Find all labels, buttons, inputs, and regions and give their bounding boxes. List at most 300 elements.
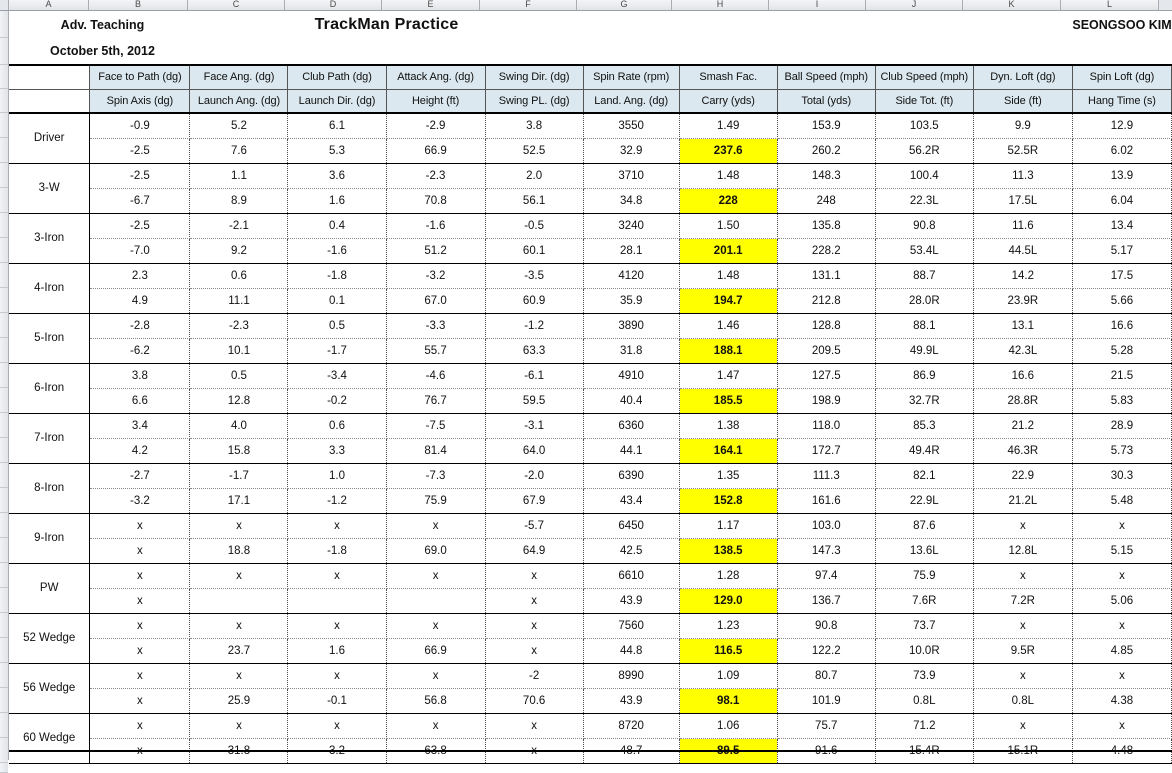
cell-3-iron-bottom-1[interactable]: 9.2 (190, 238, 288, 263)
cell-9-iron-bottom-5[interactable]: 42.5 (583, 538, 679, 563)
cell-driver-top-3[interactable]: -2.9 (386, 113, 485, 138)
cell-5-iron-bottom-5[interactable]: 31.8 (583, 338, 679, 363)
cell-60-wedge-bottom-3[interactable]: 63.8 (386, 738, 485, 763)
cell-driver-bottom-9[interactable]: 52.5R (973, 138, 1072, 163)
cell-8-iron-top-6[interactable]: 1.35 (679, 463, 777, 488)
column-header-h[interactable]: H (672, 0, 769, 11)
row-number-24[interactable] (0, 588, 8, 613)
column-header-d[interactable]: D (285, 0, 382, 11)
carry-highlight-56-wedge[interactable]: 98.1 (679, 688, 777, 713)
cell-5-iron-top-1[interactable]: -2.3 (190, 313, 288, 338)
cell-6-iron-top-5[interactable]: 4910 (583, 363, 679, 388)
cell-3-w-top-6[interactable]: 1.48 (679, 163, 777, 188)
cell-60-wedge-bottom-10[interactable]: 4.48 (1072, 738, 1171, 763)
cell-pw-bottom-8[interactable]: 7.6R (875, 588, 973, 613)
cell-56-wedge-bottom-7[interactable]: 101.9 (777, 688, 875, 713)
carry-highlight-6-iron[interactable]: 185.5 (679, 388, 777, 413)
cell-3-iron-bottom-0[interactable]: -7.0 (90, 238, 190, 263)
cell-pw-bottom-4[interactable]: x (485, 588, 583, 613)
cell-3-iron-top-0[interactable]: -2.5 (90, 213, 190, 238)
column-header-f[interactable]: F (480, 0, 577, 11)
cell-driver-top-5[interactable]: 3550 (583, 113, 679, 138)
cell-56-wedge-top-9[interactable]: x (973, 663, 1072, 688)
cell-56-wedge-bottom-10[interactable]: 4.38 (1072, 688, 1171, 713)
cell-9-iron-top-0[interactable]: x (90, 513, 190, 538)
cell-56-wedge-top-0[interactable]: x (90, 663, 190, 688)
column-header-j[interactable]: J (866, 0, 963, 11)
cell-pw-top-8[interactable]: 75.9 (875, 563, 973, 588)
cell-60-wedge-top-4[interactable]: x (485, 713, 583, 738)
cell-56-wedge-top-5[interactable]: 8990 (583, 663, 679, 688)
cell-52-wedge-top-7[interactable]: 90.8 (777, 613, 875, 638)
cell-7-iron-top-10[interactable]: 28.9 (1072, 413, 1171, 438)
cell-3-iron-top-7[interactable]: 135.8 (777, 213, 875, 238)
row-number-10[interactable] (0, 238, 8, 263)
cell-8-iron-top-8[interactable]: 82.1 (875, 463, 973, 488)
row-number-18[interactable] (0, 438, 8, 463)
column-header-b[interactable]: B (89, 0, 188, 11)
cell-3-iron-top-4[interactable]: -0.5 (485, 213, 583, 238)
cell-7-iron-bottom-2[interactable]: 3.3 (288, 438, 386, 463)
cell-5-iron-top-7[interactable]: 128.8 (777, 313, 875, 338)
cell-6-iron-top-4[interactable]: -6.1 (485, 363, 583, 388)
cell-60-wedge-top-8[interactable]: 71.2 (875, 713, 973, 738)
cell-pw-top-7[interactable]: 97.4 (777, 563, 875, 588)
carry-highlight-8-iron[interactable]: 152.8 (679, 488, 777, 513)
cell-3-iron-top-2[interactable]: 0.4 (288, 213, 386, 238)
cell-60-wedge-bottom-0[interactable]: x (90, 738, 190, 763)
row-number-9[interactable] (0, 213, 8, 238)
cell-3-w-bottom-1[interactable]: 8.9 (190, 188, 288, 213)
cell-8-iron-top-10[interactable]: 30.3 (1072, 463, 1171, 488)
carry-highlight-5-iron[interactable]: 188.1 (679, 338, 777, 363)
cell-driver-bottom-2[interactable]: 5.3 (288, 138, 386, 163)
title2-spacer-4[interactable] (485, 38, 583, 65)
cell-60-wedge-top-3[interactable]: x (386, 713, 485, 738)
cell-60-wedge-bottom-7[interactable]: 91.6 (777, 738, 875, 763)
cell-4-iron-bottom-1[interactable]: 11.1 (190, 288, 288, 313)
cell-3-iron-bottom-7[interactable]: 228.2 (777, 238, 875, 263)
cell-6-iron-top-7[interactable]: 127.5 (777, 363, 875, 388)
cell-7-iron-bottom-1[interactable]: 15.8 (190, 438, 288, 463)
cell-60-wedge-top-1[interactable]: x (190, 713, 288, 738)
cell-3-iron-top-8[interactable]: 90.8 (875, 213, 973, 238)
title2-spacer-9[interactable] (973, 38, 1072, 65)
row-number-23[interactable] (0, 563, 8, 588)
cell-9-iron-bottom-8[interactable]: 13.6L (875, 538, 973, 563)
cell-6-iron-bottom-0[interactable]: 6.6 (90, 388, 190, 413)
cell-8-iron-bottom-3[interactable]: 75.9 (386, 488, 485, 513)
cell-3-w-top-0[interactable]: -2.5 (90, 163, 190, 188)
cell-7-iron-bottom-8[interactable]: 49.4R (875, 438, 973, 463)
cell-52-wedge-top-8[interactable]: 73.7 (875, 613, 973, 638)
cell-3-w-bottom-5[interactable]: 34.8 (583, 188, 679, 213)
cell-52-wedge-top-1[interactable]: x (190, 613, 288, 638)
column-header-i[interactable]: I (769, 0, 866, 11)
row-number-21[interactable] (0, 513, 8, 538)
cell-8-iron-bottom-9[interactable]: 21.2L (973, 488, 1072, 513)
cell-9-iron-bottom-3[interactable]: 69.0 (386, 538, 485, 563)
row-number-31[interactable] (0, 763, 8, 773)
cell-60-wedge-top-5[interactable]: 8720 (583, 713, 679, 738)
cell-56-wedge-bottom-0[interactable]: x (90, 688, 190, 713)
cell-9-iron-bottom-7[interactable]: 147.3 (777, 538, 875, 563)
cell-pw-bottom-2[interactable] (288, 588, 386, 613)
cell-8-iron-bottom-1[interactable]: 17.1 (190, 488, 288, 513)
title2-spacer-10[interactable] (1072, 38, 1171, 65)
cell-pw-bottom-3[interactable] (386, 588, 485, 613)
title2-spacer-3[interactable] (386, 38, 485, 65)
cell-3-w-top-4[interactable]: 2.0 (485, 163, 583, 188)
cell-3-w-top-2[interactable]: 3.6 (288, 163, 386, 188)
column-header-a[interactable]: A (9, 0, 89, 11)
cell-56-wedge-bottom-8[interactable]: 0.8L (875, 688, 973, 713)
cell-9-iron-top-2[interactable]: x (288, 513, 386, 538)
row-number-16[interactable] (0, 388, 8, 413)
cell-4-iron-top-5[interactable]: 4120 (583, 263, 679, 288)
cell-52-wedge-bottom-10[interactable]: 4.85 (1072, 638, 1171, 663)
cell-8-iron-top-2[interactable]: 1.0 (288, 463, 386, 488)
row-number-25[interactable] (0, 613, 8, 638)
row-number-gutter[interactable] (0, 11, 9, 760)
row-number-26[interactable] (0, 638, 8, 663)
cell-6-iron-bottom-7[interactable]: 198.9 (777, 388, 875, 413)
cell-7-iron-top-6[interactable]: 1.38 (679, 413, 777, 438)
cell-5-iron-top-10[interactable]: 16.6 (1072, 313, 1171, 338)
cell-pw-top-4[interactable]: x (485, 563, 583, 588)
cell-8-iron-top-5[interactable]: 6390 (583, 463, 679, 488)
cell-5-iron-bottom-1[interactable]: 10.1 (190, 338, 288, 363)
row-number-30[interactable] (0, 738, 8, 763)
cell-7-iron-bottom-3[interactable]: 81.4 (386, 438, 485, 463)
cell-3-iron-bottom-2[interactable]: -1.6 (288, 238, 386, 263)
cell-9-iron-top-8[interactable]: 87.6 (875, 513, 973, 538)
cell-60-wedge-top-2[interactable]: x (288, 713, 386, 738)
cell-driver-top-6[interactable]: 1.49 (679, 113, 777, 138)
cell-pw-top-9[interactable]: x (973, 563, 1072, 588)
title2-spacer-7[interactable] (777, 38, 875, 65)
cell-4-iron-top-2[interactable]: -1.8 (288, 263, 386, 288)
cell-60-wedge-bottom-8[interactable]: 15.4R (875, 738, 973, 763)
row-number-5[interactable] (0, 113, 8, 138)
cell-52-wedge-bottom-5[interactable]: 44.8 (583, 638, 679, 663)
cell-7-iron-top-1[interactable]: 4.0 (190, 413, 288, 438)
cell-5-iron-bottom-10[interactable]: 5.28 (1072, 338, 1171, 363)
cell-60-wedge-top-6[interactable]: 1.06 (679, 713, 777, 738)
cell-driver-top-7[interactable]: 153.9 (777, 113, 875, 138)
column-header-e[interactable]: E (382, 0, 480, 11)
row-number-17[interactable] (0, 413, 8, 438)
cell-60-wedge-top-7[interactable]: 75.7 (777, 713, 875, 738)
cell-6-iron-bottom-10[interactable]: 5.83 (1072, 388, 1171, 413)
cell-driver-top-9[interactable]: 9.9 (973, 113, 1072, 138)
cell-3-w-bottom-2[interactable]: 1.6 (288, 188, 386, 213)
title-spacer-5[interactable] (777, 11, 875, 38)
cell-56-wedge-top-2[interactable]: x (288, 663, 386, 688)
cell-7-iron-top-0[interactable]: 3.4 (90, 413, 190, 438)
title2-spacer-2[interactable] (288, 38, 386, 65)
cell-52-wedge-bottom-3[interactable]: 66.9 (386, 638, 485, 663)
cell-52-wedge-bottom-8[interactable]: 10.0R (875, 638, 973, 663)
row-number-12[interactable] (0, 288, 8, 313)
row-number-19[interactable] (0, 463, 8, 488)
cell-6-iron-top-0[interactable]: 3.8 (90, 363, 190, 388)
cell-52-wedge-top-3[interactable]: x (386, 613, 485, 638)
cell-56-wedge-bottom-3[interactable]: 56.8 (386, 688, 485, 713)
cell-8-iron-top-0[interactable]: -2.7 (90, 463, 190, 488)
cell-7-iron-top-3[interactable]: -7.5 (386, 413, 485, 438)
row-number-14[interactable] (0, 338, 8, 363)
cell-60-wedge-bottom-1[interactable]: 31.8 (190, 738, 288, 763)
cell-4-iron-top-0[interactable]: 2.3 (90, 263, 190, 288)
cell-driver-bottom-5[interactable]: 32.9 (583, 138, 679, 163)
title2-spacer-5[interactable] (583, 38, 679, 65)
cell-6-iron-top-9[interactable]: 16.6 (973, 363, 1072, 388)
cell-3-iron-bottom-10[interactable]: 5.17 (1072, 238, 1171, 263)
cell-4-iron-bottom-2[interactable]: 0.1 (288, 288, 386, 313)
cell-8-iron-top-1[interactable]: -1.7 (190, 463, 288, 488)
cell-60-wedge-top-10[interactable]: x (1072, 713, 1171, 738)
cell-4-iron-bottom-5[interactable]: 35.9 (583, 288, 679, 313)
cell-60-wedge-top-9[interactable]: x (973, 713, 1072, 738)
cell-9-iron-top-1[interactable]: x (190, 513, 288, 538)
cell-6-iron-top-1[interactable]: 0.5 (190, 363, 288, 388)
row-number-11[interactable] (0, 263, 8, 288)
cell-5-iron-bottom-3[interactable]: 55.7 (386, 338, 485, 363)
cell-5-iron-top-2[interactable]: 0.5 (288, 313, 386, 338)
cell-4-iron-bottom-9[interactable]: 23.9R (973, 288, 1072, 313)
cell-7-iron-top-2[interactable]: 0.6 (288, 413, 386, 438)
cell-3-iron-bottom-4[interactable]: 60.1 (485, 238, 583, 263)
cell-3-w-top-10[interactable]: 13.9 (1072, 163, 1171, 188)
cell-56-wedge-top-1[interactable]: x (190, 663, 288, 688)
cell-5-iron-top-9[interactable]: 13.1 (973, 313, 1072, 338)
cell-5-iron-top-6[interactable]: 1.46 (679, 313, 777, 338)
cell-52-wedge-top-6[interactable]: 1.23 (679, 613, 777, 638)
cell-52-wedge-bottom-0[interactable]: x (90, 638, 190, 663)
cell-6-iron-bottom-9[interactable]: 28.8R (973, 388, 1072, 413)
cell-4-iron-bottom-4[interactable]: 60.9 (485, 288, 583, 313)
cell-3-w-top-8[interactable]: 100.4 (875, 163, 973, 188)
cell-5-iron-bottom-4[interactable]: 63.3 (485, 338, 583, 363)
cell-56-wedge-top-4[interactable]: -2 (485, 663, 583, 688)
cell-4-iron-top-3[interactable]: -3.2 (386, 263, 485, 288)
cell-pw-top-0[interactable]: x (90, 563, 190, 588)
cell-7-iron-bottom-4[interactable]: 64.0 (485, 438, 583, 463)
cell-7-iron-bottom-10[interactable]: 5.73 (1072, 438, 1171, 463)
column-header-g[interactable]: G (577, 0, 672, 11)
carry-highlight-3-w[interactable]: 228 (679, 188, 777, 213)
title-spacer-3[interactable] (583, 11, 679, 38)
cell-pw-bottom-10[interactable]: 5.06 (1072, 588, 1171, 613)
cell-3-w-top-9[interactable]: 11.3 (973, 163, 1072, 188)
cell-pw-bottom-9[interactable]: 7.2R (973, 588, 1072, 613)
cell-7-iron-bottom-9[interactable]: 46.3R (973, 438, 1072, 463)
cell-4-iron-top-8[interactable]: 88.7 (875, 263, 973, 288)
cell-60-wedge-bottom-5[interactable]: 48.7 (583, 738, 679, 763)
title2-spacer-8[interactable] (875, 38, 973, 65)
cell-9-iron-top-9[interactable]: x (973, 513, 1072, 538)
cell-pw-bottom-7[interactable]: 136.7 (777, 588, 875, 613)
cell-9-iron-top-3[interactable]: x (386, 513, 485, 538)
row-number-22[interactable] (0, 538, 8, 563)
cell-6-iron-bottom-5[interactable]: 40.4 (583, 388, 679, 413)
cell-52-wedge-bottom-2[interactable]: 1.6 (288, 638, 386, 663)
cell-56-wedge-bottom-9[interactable]: 0.8L (973, 688, 1072, 713)
cell-5-iron-bottom-8[interactable]: 49.9L (875, 338, 973, 363)
cell-driver-top-2[interactable]: 6.1 (288, 113, 386, 138)
cell-6-iron-top-8[interactable]: 86.9 (875, 363, 973, 388)
cell-4-iron-top-9[interactable]: 14.2 (973, 263, 1072, 288)
cell-driver-bottom-8[interactable]: 56.2R (875, 138, 973, 163)
cell-driver-top-0[interactable]: -0.9 (90, 113, 190, 138)
column-header-l[interactable]: L (1061, 0, 1159, 11)
cell-pw-top-1[interactable]: x (190, 563, 288, 588)
cell-3-iron-bottom-8[interactable]: 53.4L (875, 238, 973, 263)
row-number-20[interactable] (0, 488, 8, 513)
cell-9-iron-bottom-10[interactable]: 5.15 (1072, 538, 1171, 563)
cell-pw-bottom-1[interactable] (190, 588, 288, 613)
cell-driver-bottom-0[interactable]: -2.5 (90, 138, 190, 163)
cell-pw-bottom-0[interactable]: x (90, 588, 190, 613)
title-spacer-4[interactable] (679, 11, 777, 38)
row-number-29[interactable] (0, 713, 8, 738)
cell-3-w-top-7[interactable]: 148.3 (777, 163, 875, 188)
cell-7-iron-top-4[interactable]: -3.1 (485, 413, 583, 438)
cell-pw-top-5[interactable]: 6610 (583, 563, 679, 588)
cell-6-iron-top-2[interactable]: -3.4 (288, 363, 386, 388)
cell-4-iron-bottom-0[interactable]: 4.9 (90, 288, 190, 313)
cell-52-wedge-bottom-9[interactable]: 9.5R (973, 638, 1072, 663)
cell-3-w-bottom-7[interactable]: 248 (777, 188, 875, 213)
cell-5-iron-top-8[interactable]: 88.1 (875, 313, 973, 338)
cell-60-wedge-bottom-9[interactable]: 15.1R (973, 738, 1072, 763)
cell-5-iron-bottom-2[interactable]: -1.7 (288, 338, 386, 363)
cell-9-iron-bottom-1[interactable]: 18.8 (190, 538, 288, 563)
cell-5-iron-bottom-9[interactable]: 42.3L (973, 338, 1072, 363)
cell-4-iron-bottom-8[interactable]: 28.0R (875, 288, 973, 313)
cell-52-wedge-bottom-1[interactable]: 23.7 (190, 638, 288, 663)
cell-4-iron-top-10[interactable]: 17.5 (1072, 263, 1171, 288)
cell-8-iron-top-4[interactable]: -2.0 (485, 463, 583, 488)
carry-highlight-pw[interactable]: 129.0 (679, 588, 777, 613)
cell-56-wedge-top-6[interactable]: 1.09 (679, 663, 777, 688)
cell-56-wedge-top-10[interactable]: x (1072, 663, 1171, 688)
cell-6-iron-top-6[interactable]: 1.47 (679, 363, 777, 388)
cell-9-iron-top-10[interactable]: x (1072, 513, 1171, 538)
carry-highlight-driver[interactable]: 237.6 (679, 138, 777, 163)
cell-4-iron-bottom-3[interactable]: 67.0 (386, 288, 485, 313)
cell-3-w-bottom-9[interactable]: 17.5L (973, 188, 1072, 213)
title2-spacer-1[interactable] (190, 38, 288, 65)
cell-8-iron-top-3[interactable]: -7.3 (386, 463, 485, 488)
cell-8-iron-bottom-4[interactable]: 67.9 (485, 488, 583, 513)
cell-52-wedge-bottom-7[interactable]: 122.2 (777, 638, 875, 663)
cell-9-iron-bottom-9[interactable]: 12.8L (973, 538, 1072, 563)
cell-9-iron-top-6[interactable]: 1.17 (679, 513, 777, 538)
row-number-15[interactable] (0, 363, 8, 388)
cell-7-iron-top-5[interactable]: 6360 (583, 413, 679, 438)
cell-56-wedge-top-8[interactable]: 73.9 (875, 663, 973, 688)
cell-7-iron-bottom-5[interactable]: 44.1 (583, 438, 679, 463)
cell-4-iron-bottom-7[interactable]: 212.8 (777, 288, 875, 313)
column-header-c[interactable]: C (188, 0, 285, 11)
cell-8-iron-bottom-10[interactable]: 5.48 (1072, 488, 1171, 513)
cell-3-w-top-1[interactable]: 1.1 (190, 163, 288, 188)
cell-9-iron-top-5[interactable]: 6450 (583, 513, 679, 538)
cell-pw-bottom-5[interactable]: 43.9 (583, 588, 679, 613)
cell-driver-top-4[interactable]: 3.8 (485, 113, 583, 138)
title-spacer-7[interactable] (973, 11, 1072, 38)
cell-9-iron-bottom-4[interactable]: 64.9 (485, 538, 583, 563)
title-spacer-6[interactable] (875, 11, 973, 38)
cell-driver-bottom-10[interactable]: 6.02 (1072, 138, 1171, 163)
row-number-1[interactable] (0, 11, 8, 38)
cell-52-wedge-bottom-4[interactable]: x (485, 638, 583, 663)
cell-52-wedge-top-10[interactable]: x (1072, 613, 1171, 638)
cell-56-wedge-bottom-4[interactable]: 70.6 (485, 688, 583, 713)
cell-60-wedge-bottom-2[interactable]: 3.2 (288, 738, 386, 763)
cell-3-w-top-5[interactable]: 3710 (583, 163, 679, 188)
row-number-8[interactable] (0, 188, 8, 213)
cell-3-iron-top-6[interactable]: 1.50 (679, 213, 777, 238)
cell-6-iron-bottom-8[interactable]: 32.7R (875, 388, 973, 413)
carry-highlight-60-wedge[interactable]: 89.5 (679, 738, 777, 763)
row-number-27[interactable] (0, 663, 8, 688)
cell-9-iron-bottom-2[interactable]: -1.8 (288, 538, 386, 563)
row-number-7[interactable] (0, 163, 8, 188)
cell-3-iron-top-3[interactable]: -1.6 (386, 213, 485, 238)
cell-6-iron-bottom-1[interactable]: 12.8 (190, 388, 288, 413)
cell-56-wedge-top-7[interactable]: 80.7 (777, 663, 875, 688)
cell-5-iron-bottom-7[interactable]: 209.5 (777, 338, 875, 363)
row-number-2[interactable] (0, 38, 8, 65)
cell-3-iron-top-9[interactable]: 11.6 (973, 213, 1072, 238)
cell-4-iron-bottom-10[interactable]: 5.66 (1072, 288, 1171, 313)
cell-6-iron-bottom-3[interactable]: 76.7 (386, 388, 485, 413)
cell-3-w-bottom-8[interactable]: 22.3L (875, 188, 973, 213)
carry-highlight-9-iron[interactable]: 138.5 (679, 538, 777, 563)
cell-8-iron-top-9[interactable]: 22.9 (973, 463, 1072, 488)
cell-3-iron-bottom-5[interactable]: 28.1 (583, 238, 679, 263)
cell-4-iron-top-6[interactable]: 1.48 (679, 263, 777, 288)
cell-6-iron-top-3[interactable]: -4.6 (386, 363, 485, 388)
cell-6-iron-bottom-2[interactable]: -0.2 (288, 388, 386, 413)
cell-52-wedge-top-5[interactable]: 7560 (583, 613, 679, 638)
cell-7-iron-bottom-7[interactable]: 172.7 (777, 438, 875, 463)
title2-spacer-6[interactable] (679, 38, 777, 65)
cell-driver-bottom-4[interactable]: 52.5 (485, 138, 583, 163)
cell-3-iron-top-10[interactable]: 13.4 (1072, 213, 1171, 238)
cell-3-iron-top-1[interactable]: -2.1 (190, 213, 288, 238)
cell-3-w-bottom-10[interactable]: 6.04 (1072, 188, 1171, 213)
cell-9-iron-top-4[interactable]: -5.7 (485, 513, 583, 538)
cell-9-iron-top-7[interactable]: 103.0 (777, 513, 875, 538)
row-number-28[interactable] (0, 688, 8, 713)
cell-5-iron-top-3[interactable]: -3.3 (386, 313, 485, 338)
cell-7-iron-bottom-0[interactable]: 4.2 (90, 438, 190, 463)
cell-3-w-bottom-4[interactable]: 56.1 (485, 188, 583, 213)
title-spacer-2[interactable] (485, 11, 583, 38)
cell-5-iron-top-4[interactable]: -1.2 (485, 313, 583, 338)
carry-highlight-7-iron[interactable]: 164.1 (679, 438, 777, 463)
cell-7-iron-top-7[interactable]: 118.0 (777, 413, 875, 438)
cell-8-iron-bottom-8[interactable]: 22.9L (875, 488, 973, 513)
cell-60-wedge-top-0[interactable]: x (90, 713, 190, 738)
cell-8-iron-top-7[interactable]: 111.3 (777, 463, 875, 488)
cell-7-iron-top-8[interactable]: 85.3 (875, 413, 973, 438)
cell-pw-top-3[interactable]: x (386, 563, 485, 588)
